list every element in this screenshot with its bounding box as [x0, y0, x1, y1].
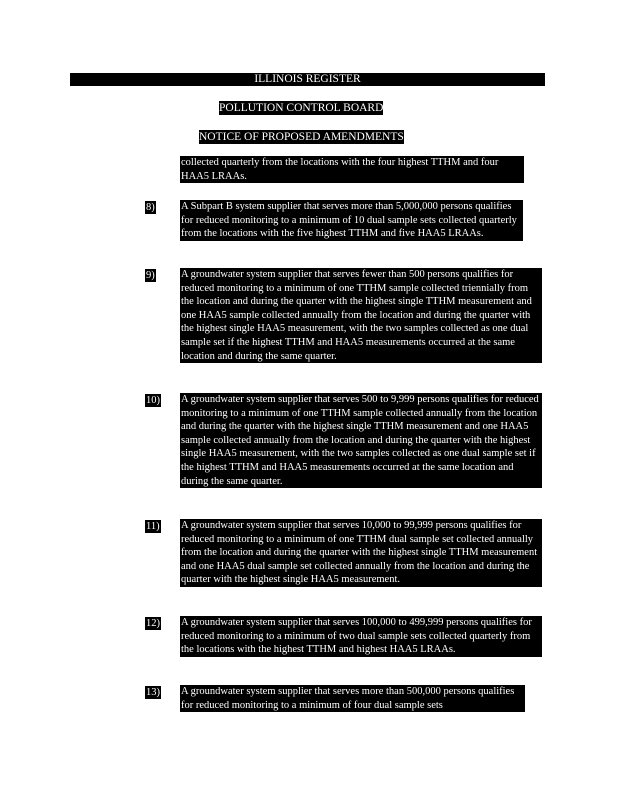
item-number-9: 9) [146, 270, 155, 281]
paragraph-item-12: A groundwater system supplier that serves 100,000 to 499,999 persons qualifies for reduced monitoring to a minimum of two dual sample sets collected quarterly from the locations with the highest TTHM and highest HAA5 LRAAs. [180, 616, 542, 657]
item-number-11: 11) [146, 521, 160, 532]
paragraph-item-11: A groundwater system supplier that serves 10,000 to 99,999 persons qualifies for reduced monitoring to a minimum of one TTHM dual sample set collected annually from the location and during the quarter with the highest single TTHM measurement and one HAA5 dual sample set collected annually from the location and during the quarter with the highest single HAA5 measurement. [180, 519, 542, 587]
board-title: POLLUTION CONTROL BOARD [219, 102, 384, 114]
item-number-12: 12) [146, 618, 160, 629]
paragraph-item-10: A groundwater system supplier that serves 500 to 9,999 persons qualifies for reduced monitoring to a minimum of one TTHM sample collected annually from the location and during the quarter with the highest single TTHM measurement and one HAA5 sample collected annually from the location and during the quarter with the highest single HAA5 measurement, with the two samples collected as one dual sample set if the highest TTHM and HAA5 measurements occurred at the same location and during the same quarter. [180, 393, 542, 488]
paragraph-continuation: collected quarterly from the locations with the four highest TTHM and four HAA5 LRAAs. [180, 156, 524, 183]
paragraph-item-13: A groundwater system supplier that serves more than 500,000 persons qualifies for reduced monitoring to a minimum of four dual sample sets [180, 685, 525, 712]
notice-title: NOTICE OF PROPOSED AMENDMENTS [199, 131, 404, 143]
item-number-10: 10) [146, 395, 160, 406]
item-number-8: 8) [146, 202, 155, 213]
item-number-13: 13) [146, 687, 160, 698]
paragraph-item-8: A Subpart B system supplier that serves more than 5,000,000 persons qualifies for reduced monitoring to a minimum of 10 dual sample sets collected quarterly from the locations with the five highest TTHM and five HAA5 LRAAs. [180, 200, 523, 241]
register-title: ILLINOIS REGISTER [70, 73, 545, 86]
paragraph-item-9: A groundwater system supplier that serves fewer than 500 persons qualifies for reduced monitoring to a minimum of one TTHM sample collected triennially from the location and during the quarter with the highest single TTHM measurement and one HAA5 sample collected annually from the location and during the quarter with the highest single HAA5 measurement, with the two samples collected as one dual sample set if the highest TTHM and HAA5 measurements occurred at the same location and during the same quarter. [180, 268, 542, 363]
